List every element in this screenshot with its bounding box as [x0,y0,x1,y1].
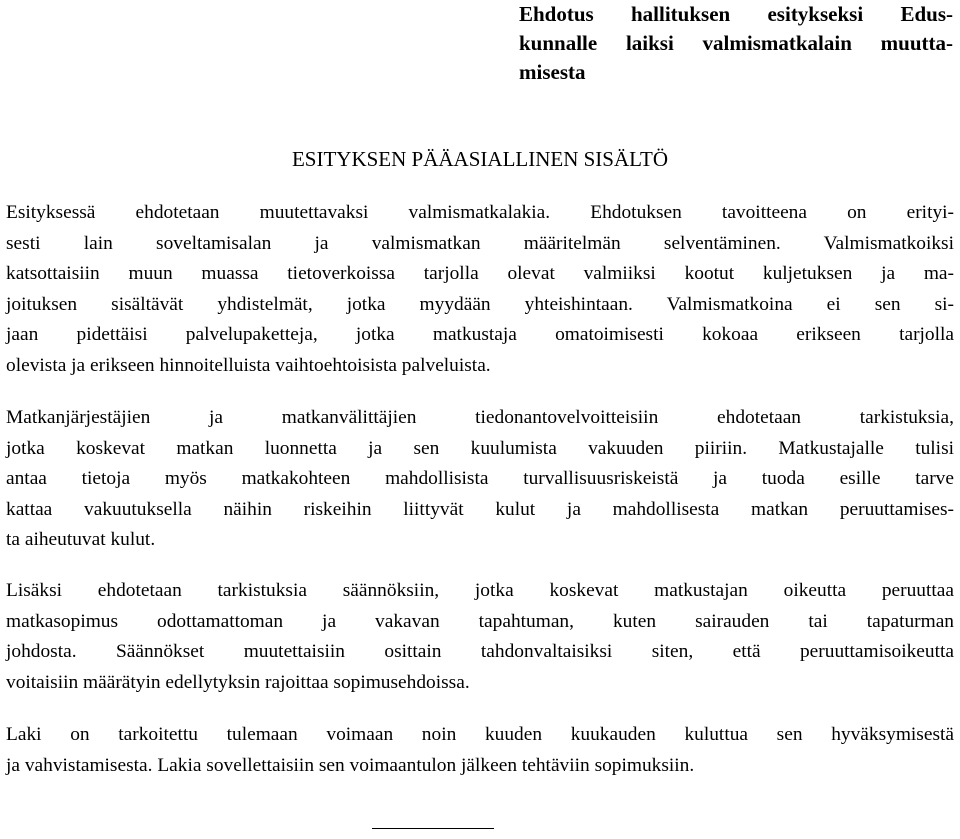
footer-separator-rule [372,828,494,829]
document-title-line: kunnalle laiksi valmismatkalain muutta- [519,31,953,55]
paragraph-line: olevista ja erikseen hinnoitelluista vaihtoehtoisista palveluista. [6,354,491,376]
paragraph-line: jotka koskevat matkan luonnetta ja sen kuulumista vakuuden piiriin. Matkustajalle tulisi [6,437,954,459]
paragraph-line: antaa tietoja myös matkakohteen mahdollisista turvallisuusriskeistä ja tuoda esille tarve [6,468,954,489]
document-title-line: Ehdotus hallituksen esitykseksi Edus- [519,2,953,26]
document-title-line: misesta [519,60,586,84]
paragraph-line: matkasopimus odottamattoman ja vakavan tapahtuman, kuten sairauden tai tapaturman [6,610,954,632]
paragraph-entry-into-force [6,720,954,781]
paragraph-line: kattaa vakuutuksella näihin riskeihin liittyvät kulut ja mahdollisesta matkan peruuttamises- [6,498,954,520]
paragraph-line: Matkanjärjestäjien ja matkanvälittäjien tiedonantovelvoitteisiin ehdotetaan tarkistuksia, [6,407,954,428]
paragraph-line: katsottaisiin muun muassa tietoverkoissa tarjolla olevat valmiiksi kootut kuljetuksen ja ma- [6,263,954,284]
section-heading: ESITYKSEN PÄÄASIALLINEN SISÄLTÖ [291,147,669,171]
paragraph-line: ta aiheutuvat kulut. [6,529,156,550]
paragraph-line: Esityksessä ehdotetaan muutettavaksi valmismatkalakia. Ehdotuksen tavoitteena on erityi- [6,202,954,223]
paragraph-line: jaan pidettäisi palvelupaketteja, jotka matkustaja omatoimisesti kokoaa erikseen tarjolla [6,324,954,345]
paragraph-line: ja vahvistamisesta. Lakia sovellettaisiin sen voimaantulon jälkeen tehtäviin sopimuksiin. [6,754,695,776]
paragraph-information-duties [6,403,954,556]
paragraph-cancellation-rights [6,576,954,698]
paragraph-line: voitaisiin määrätyin edellytyksin rajoittaa sopimusehdoissa. [6,671,470,693]
paragraph-line: Lisäksi ehdotetaan tarkistuksia säännöksiin, jotka koskevat matkustajan oikeutta peruuttaa [6,580,954,601]
paragraph-line: sesti lain soveltamisalan ja valmismatkan määritelmän selventäminen. Valmismatkoiksi [6,232,954,254]
paragraph-line: johdosta. Säännökset muutettaisiin osittain tahdonvaltaisiksi siten, että peruuttamisoikeutta [6,641,954,662]
paragraph-line: Laki on tarkoitettu tulemaan voimaan noin kuuden kuukauden kuluttua sen hyväksymisestä [6,724,954,745]
document-title [519,0,953,87]
paragraph-line: joituksen sisältävät yhdistelmät, jotka myydään yhteishintaan. Valmismatkoina ei sen si- [6,293,954,315]
paragraph-summary-aim [6,198,954,381]
